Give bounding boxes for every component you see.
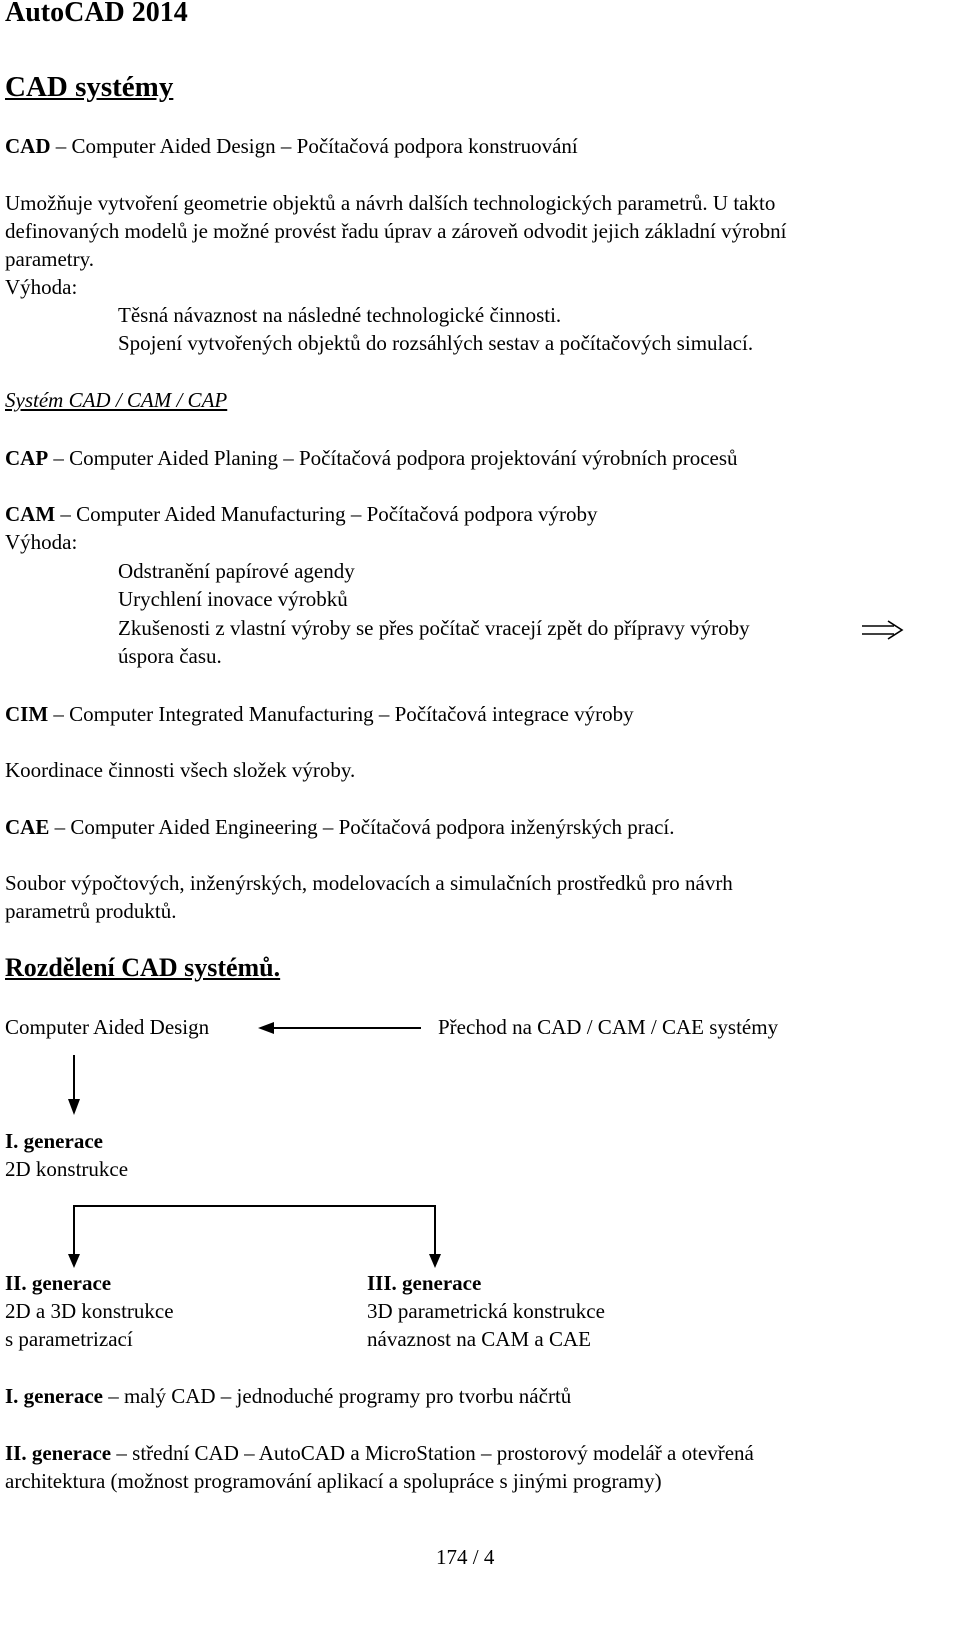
- generation-note: [5, 1439, 754, 1467]
- diagram-node-transition: Přechod na CAD / CAM / CAE systémy: [438, 1015, 779, 1039]
- cad-abbr: CAD: [5, 134, 51, 158]
- cae-definition-text: – Computer Aided Engineering – Počítačová podpora inženýrských prací.: [49, 815, 675, 839]
- cap-definition-text: – Computer Aided Planing – Počítačová podpora projektování výrobních procesů: [48, 446, 738, 470]
- advantage-item: Těsná návaznost na následné technologické činnosti.: [118, 303, 562, 327]
- cim-description: Koordinace činnosti všech složek výroby.: [5, 758, 356, 782]
- diagram-node-gen3-text: 3D parametrická konstrukce: [367, 1299, 605, 1323]
- advantage-item: Odstranění papírové agendy: [118, 559, 355, 583]
- diagram-node-gen1-title: I. generace: [5, 1129, 103, 1153]
- section-heading-system: Systém CAD / CAM / CAP: [5, 388, 228, 412]
- advantage-label: Výhoda:: [5, 275, 78, 299]
- implies-arrow-icon: [860, 620, 906, 640]
- diagram-node-gen3-title: III. generace: [367, 1271, 482, 1295]
- advantage-label: Výhoda:: [5, 530, 78, 554]
- advantage-item: úspora času.: [118, 644, 222, 668]
- diagram-node-gen1-text: 2D konstrukce: [5, 1157, 129, 1181]
- cad-intro-line: definovaných modelů je možné provést řadu úprav a zároveň odvodit jejich základní výrobní: [5, 219, 787, 243]
- cim-abbr: CIM: [5, 702, 49, 726]
- cim-definition-text: – Computer Integrated Manufacturing – Počítačová integrace výroby: [48, 702, 634, 726]
- generation-note-text: – střední CAD – AutoCAD a MicroStation – prostorový modelář a otevřená: [111, 1441, 754, 1465]
- branch-arrows-icon: [60, 1204, 450, 1268]
- section-heading-division: Rozdělení CAD systémů.: [5, 953, 281, 982]
- diagram-node-computer-aided-design: Computer Aided Design: [5, 1015, 210, 1039]
- advantage-item: Zkušenosti z vlastní výroby se přes počítač vracejí zpět do přípravy výroby: [118, 616, 750, 640]
- generation-note-text: – malý CAD – jednoduché programy pro tvorbu náčrtů: [102, 1384, 572, 1408]
- page-number: 174 / 4: [436, 1545, 495, 1569]
- cad-definition: [5, 132, 578, 160]
- diagram-node-gen3-text: návaznost na CAM a CAE: [367, 1327, 591, 1351]
- cad-definition-text: – Computer Aided Design – Počítačová podpora konstruování: [50, 134, 578, 158]
- arrow-left-icon: [258, 1018, 423, 1038]
- generation-note-label: II. generace: [5, 1441, 112, 1465]
- generation-note-continued: architektura (možnost programování aplikací a spolupráce s jinými programy): [5, 1469, 662, 1493]
- advantage-item: Spojení vytvořených objektů do rozsáhlých sestav a počítačových simulací.: [118, 331, 754, 355]
- cae-abbr: CAE: [5, 815, 50, 839]
- cim-definition: [5, 700, 634, 728]
- cam-definition: [5, 500, 598, 528]
- cae-description-line: Soubor výpočtových, inženýrských, modelovacích a simulačních prostředků pro návrh: [5, 871, 733, 895]
- arrow-down-icon: [66, 1055, 82, 1115]
- cam-definition-text: – Computer Aided Manufacturing – Počítačová podpora výroby: [55, 502, 598, 526]
- diagram-node-gen2-title: II. generace: [5, 1271, 112, 1295]
- document-title: AutoCAD 2014: [5, 0, 188, 28]
- advantage-item: Urychlení inovace výrobků: [118, 587, 348, 611]
- cae-description-line: parametrů produktů.: [5, 899, 177, 923]
- cad-intro-line: parametry.: [5, 247, 95, 271]
- section-heading-cad: CAD systémy: [5, 71, 174, 103]
- cad-intro-line: Umožňuje vytvoření geometrie objektů a návrh dalších technologických parametrů. U takto: [5, 191, 776, 215]
- cam-abbr: CAM: [5, 502, 56, 526]
- cap-abbr: CAP: [5, 446, 49, 470]
- generation-note-label: I. generace: [5, 1384, 103, 1408]
- generation-note: [5, 1382, 571, 1410]
- diagram-node-gen2-text: 2D a 3D konstrukce: [5, 1299, 174, 1323]
- cae-definition: [5, 813, 675, 841]
- cap-definition: [5, 444, 738, 472]
- diagram-node-gen2-text: s parametrizací: [5, 1327, 133, 1351]
